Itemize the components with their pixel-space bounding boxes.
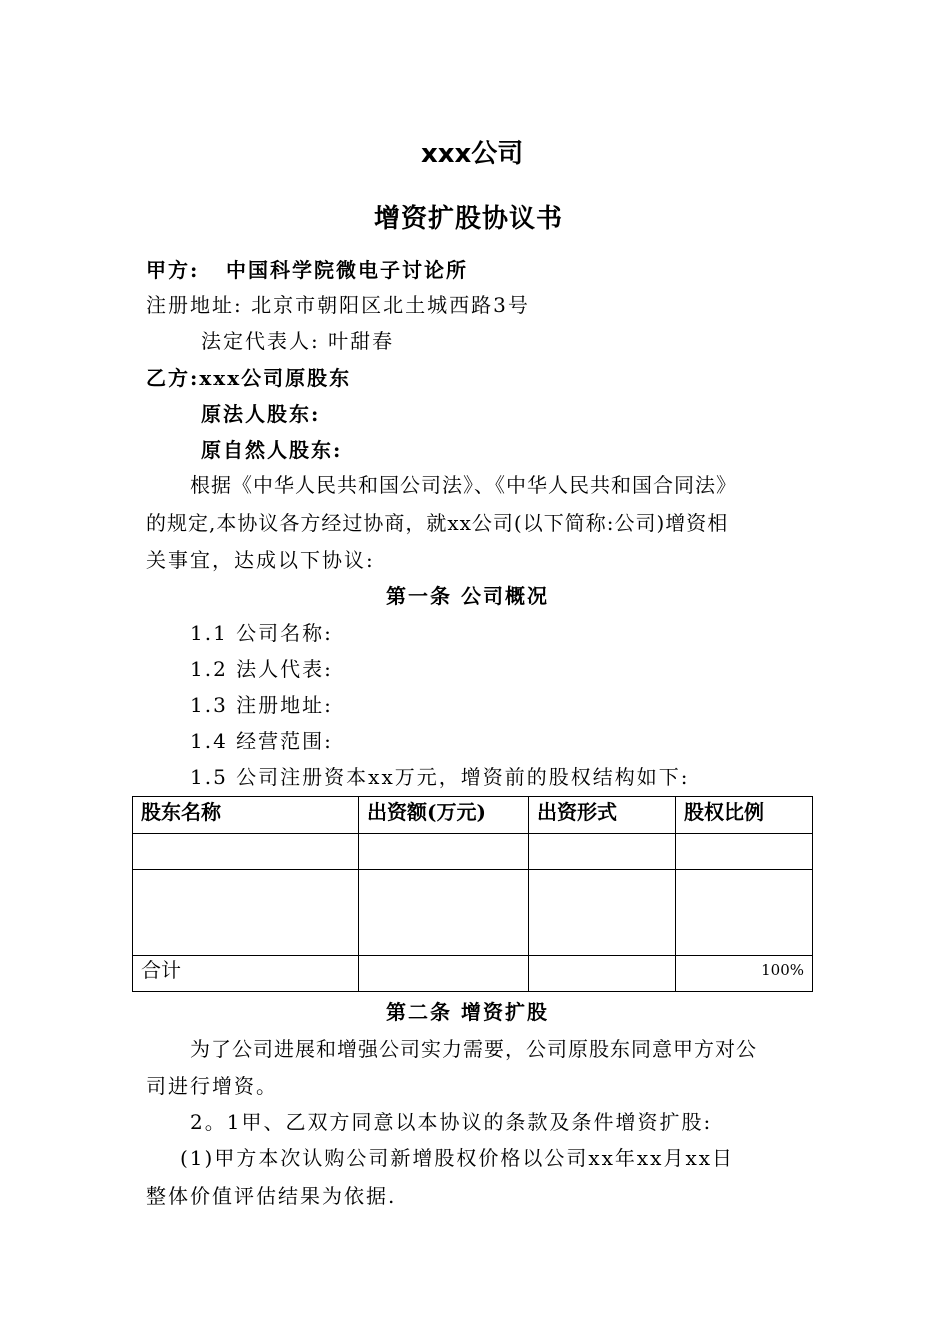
original-legal-shareholder: 原法人股东: (201, 402, 321, 426)
intro-line-1: 根据《中华人民共和国公司法》、《中华人民共和国合同法》 (190, 473, 737, 497)
table-cell (529, 870, 676, 956)
header-contribution-form: 出资形式 (529, 797, 676, 834)
item-1-5: 1.5 公司注册资本xx万元，增资前的股权结构如下: (190, 765, 690, 789)
table-cell (359, 956, 529, 992)
party-b: 乙方:xxx公司原股东 (146, 366, 352, 390)
intro-line-3: 关事宜，达成以下协议: (146, 548, 375, 572)
table-row (133, 870, 813, 956)
article-2-paragraph-1-line-1: 为了公司进展和增强公司实力需要，公司原股东同意甲方对公 (190, 1037, 757, 1061)
intro-line-2: 的规定,本协议各方经过协商，就xx公司(以下简称:公司)增资相 (146, 511, 729, 535)
table-cell (676, 834, 813, 870)
table-row (133, 834, 813, 870)
table-header-row (133, 797, 813, 834)
total-label: 合计 (133, 956, 359, 992)
legal-representative: 法定代表人: 叶甜春 (201, 329, 395, 353)
article-1-heading: 第一条 公司概况 (386, 584, 549, 608)
equity-structure-table (132, 796, 813, 992)
header-contribution-amount: 出资额(万元) (359, 797, 529, 834)
table-cell (359, 834, 529, 870)
item-1-4: 1.4 经营范围: (190, 729, 333, 753)
table-cell (133, 834, 359, 870)
table-cell (133, 870, 359, 956)
table-cell (676, 870, 813, 956)
article-2-paragraph-3-line-1: (1)甲方本次认购公司新增股权价格以公司xx年xx月xx日 (180, 1146, 735, 1170)
original-natural-shareholder: 原自然人股东: (201, 438, 343, 462)
item-1-1: 1.1 公司名称: (190, 621, 333, 645)
article-2-paragraph-3-line-2: 整体价值评估结果为依据. (146, 1184, 397, 1208)
table-cell (529, 956, 676, 992)
item-1-3: 1.3 注册地址: (190, 693, 333, 717)
title-company: xxx公司 (421, 139, 524, 169)
header-shareholder-name: 股东名称 (133, 797, 359, 834)
item-1-2: 1.2 法人代表: (190, 657, 333, 681)
party-a-name: 中国科学院微电子讨论所 (226, 258, 468, 282)
table-cell (359, 870, 529, 956)
article-2-paragraph-1-line-2: 司进行增资。 (146, 1074, 278, 1098)
article-2-paragraph-2: 2。1甲、乙双方同意以本协议的条款及条件增资扩股: (190, 1110, 713, 1134)
article-2-heading: 第二条 增资扩股 (386, 1000, 549, 1024)
table-total-row (133, 956, 813, 992)
table-cell (529, 834, 676, 870)
total-ratio: 100% (676, 956, 813, 992)
registered-address: 注册地址: 北京市朝阳区北土城西路3号 (146, 293, 530, 317)
title-main: 增资扩股协议书 (374, 204, 564, 234)
header-equity-ratio: 股权比例 (676, 797, 813, 834)
party-a-label: 甲方: (146, 258, 200, 282)
